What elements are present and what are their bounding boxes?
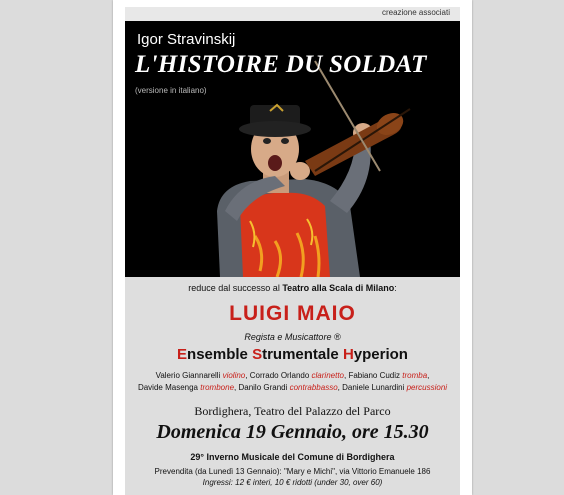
musicians-line-1 [129, 370, 456, 382]
musician-name: , Danilo Grandi [234, 383, 290, 392]
performer-photo [125, 21, 460, 277]
ensemble-name [125, 346, 460, 363]
document-page [113, 0, 472, 495]
ensemble-initial-s: S [252, 346, 263, 363]
musician-name: Valerio Giannarelli [155, 371, 223, 380]
musician-name: Davide Masenga [137, 383, 201, 392]
show-subtitle: (versione in italiano) [135, 86, 207, 95]
musician-instrument: percussioni [406, 383, 448, 392]
musician-name: , Daniele Lunardini [337, 383, 407, 392]
concert-poster [125, 7, 460, 495]
musician-name: , Corrado Orlando [245, 371, 312, 380]
festival-name: 29° Inverno Musicale del Comune di Bordighera [190, 452, 395, 462]
top-strip [125, 7, 460, 21]
ensemble-initial-h: H [342, 346, 354, 363]
performer-name: LUIGI MAIO [229, 302, 356, 325]
musician-instrument: trombone [200, 383, 235, 392]
ensemble-word-1: nsemble [187, 346, 253, 363]
musician-separator: , [427, 371, 430, 380]
musicians-line-2 [129, 382, 456, 394]
composer-name: Igor Stravinskij [137, 31, 236, 48]
musician-instrument: tromba [402, 371, 428, 380]
musician-instrument: violino [222, 371, 246, 380]
success-line-post: : [394, 283, 397, 293]
musician-instrument: clarinetto [311, 371, 344, 380]
ticket-prices: Ingressi: 12 € interi, 10 € ridotti (under 30, over 60) [202, 478, 383, 487]
show-title: L'HISTOIRE DU SOLDAT [135, 51, 427, 78]
musicians-list [129, 370, 456, 394]
success-line-venue: Teatro alla Scala di Milano [282, 283, 395, 293]
ensemble-initial-e: E [177, 346, 188, 363]
success-line-pre: reduce dal successo al [188, 283, 283, 293]
performer-role: Regista e Musicattore ® [244, 332, 341, 342]
musician-instrument: contrabbasso [289, 383, 338, 392]
ensemble-word-2: trumentale [262, 346, 343, 363]
event-date: Domenica 19 Gennaio, ore 15.30 [156, 421, 429, 443]
top-strip-label: creazione associati [381, 8, 450, 17]
musician-name: , Fabiano Cudiz [344, 371, 403, 380]
success-line [125, 283, 460, 293]
ensemble-word-3: yperion [353, 346, 408, 363]
presale-info: Prevendita (da Lunedì 13 Gennaio): "Mary e Michi", via Vittorio Emanuele 186 [154, 467, 431, 476]
venue: Bordighera, Teatro del Palazzo del Parco [194, 404, 391, 418]
